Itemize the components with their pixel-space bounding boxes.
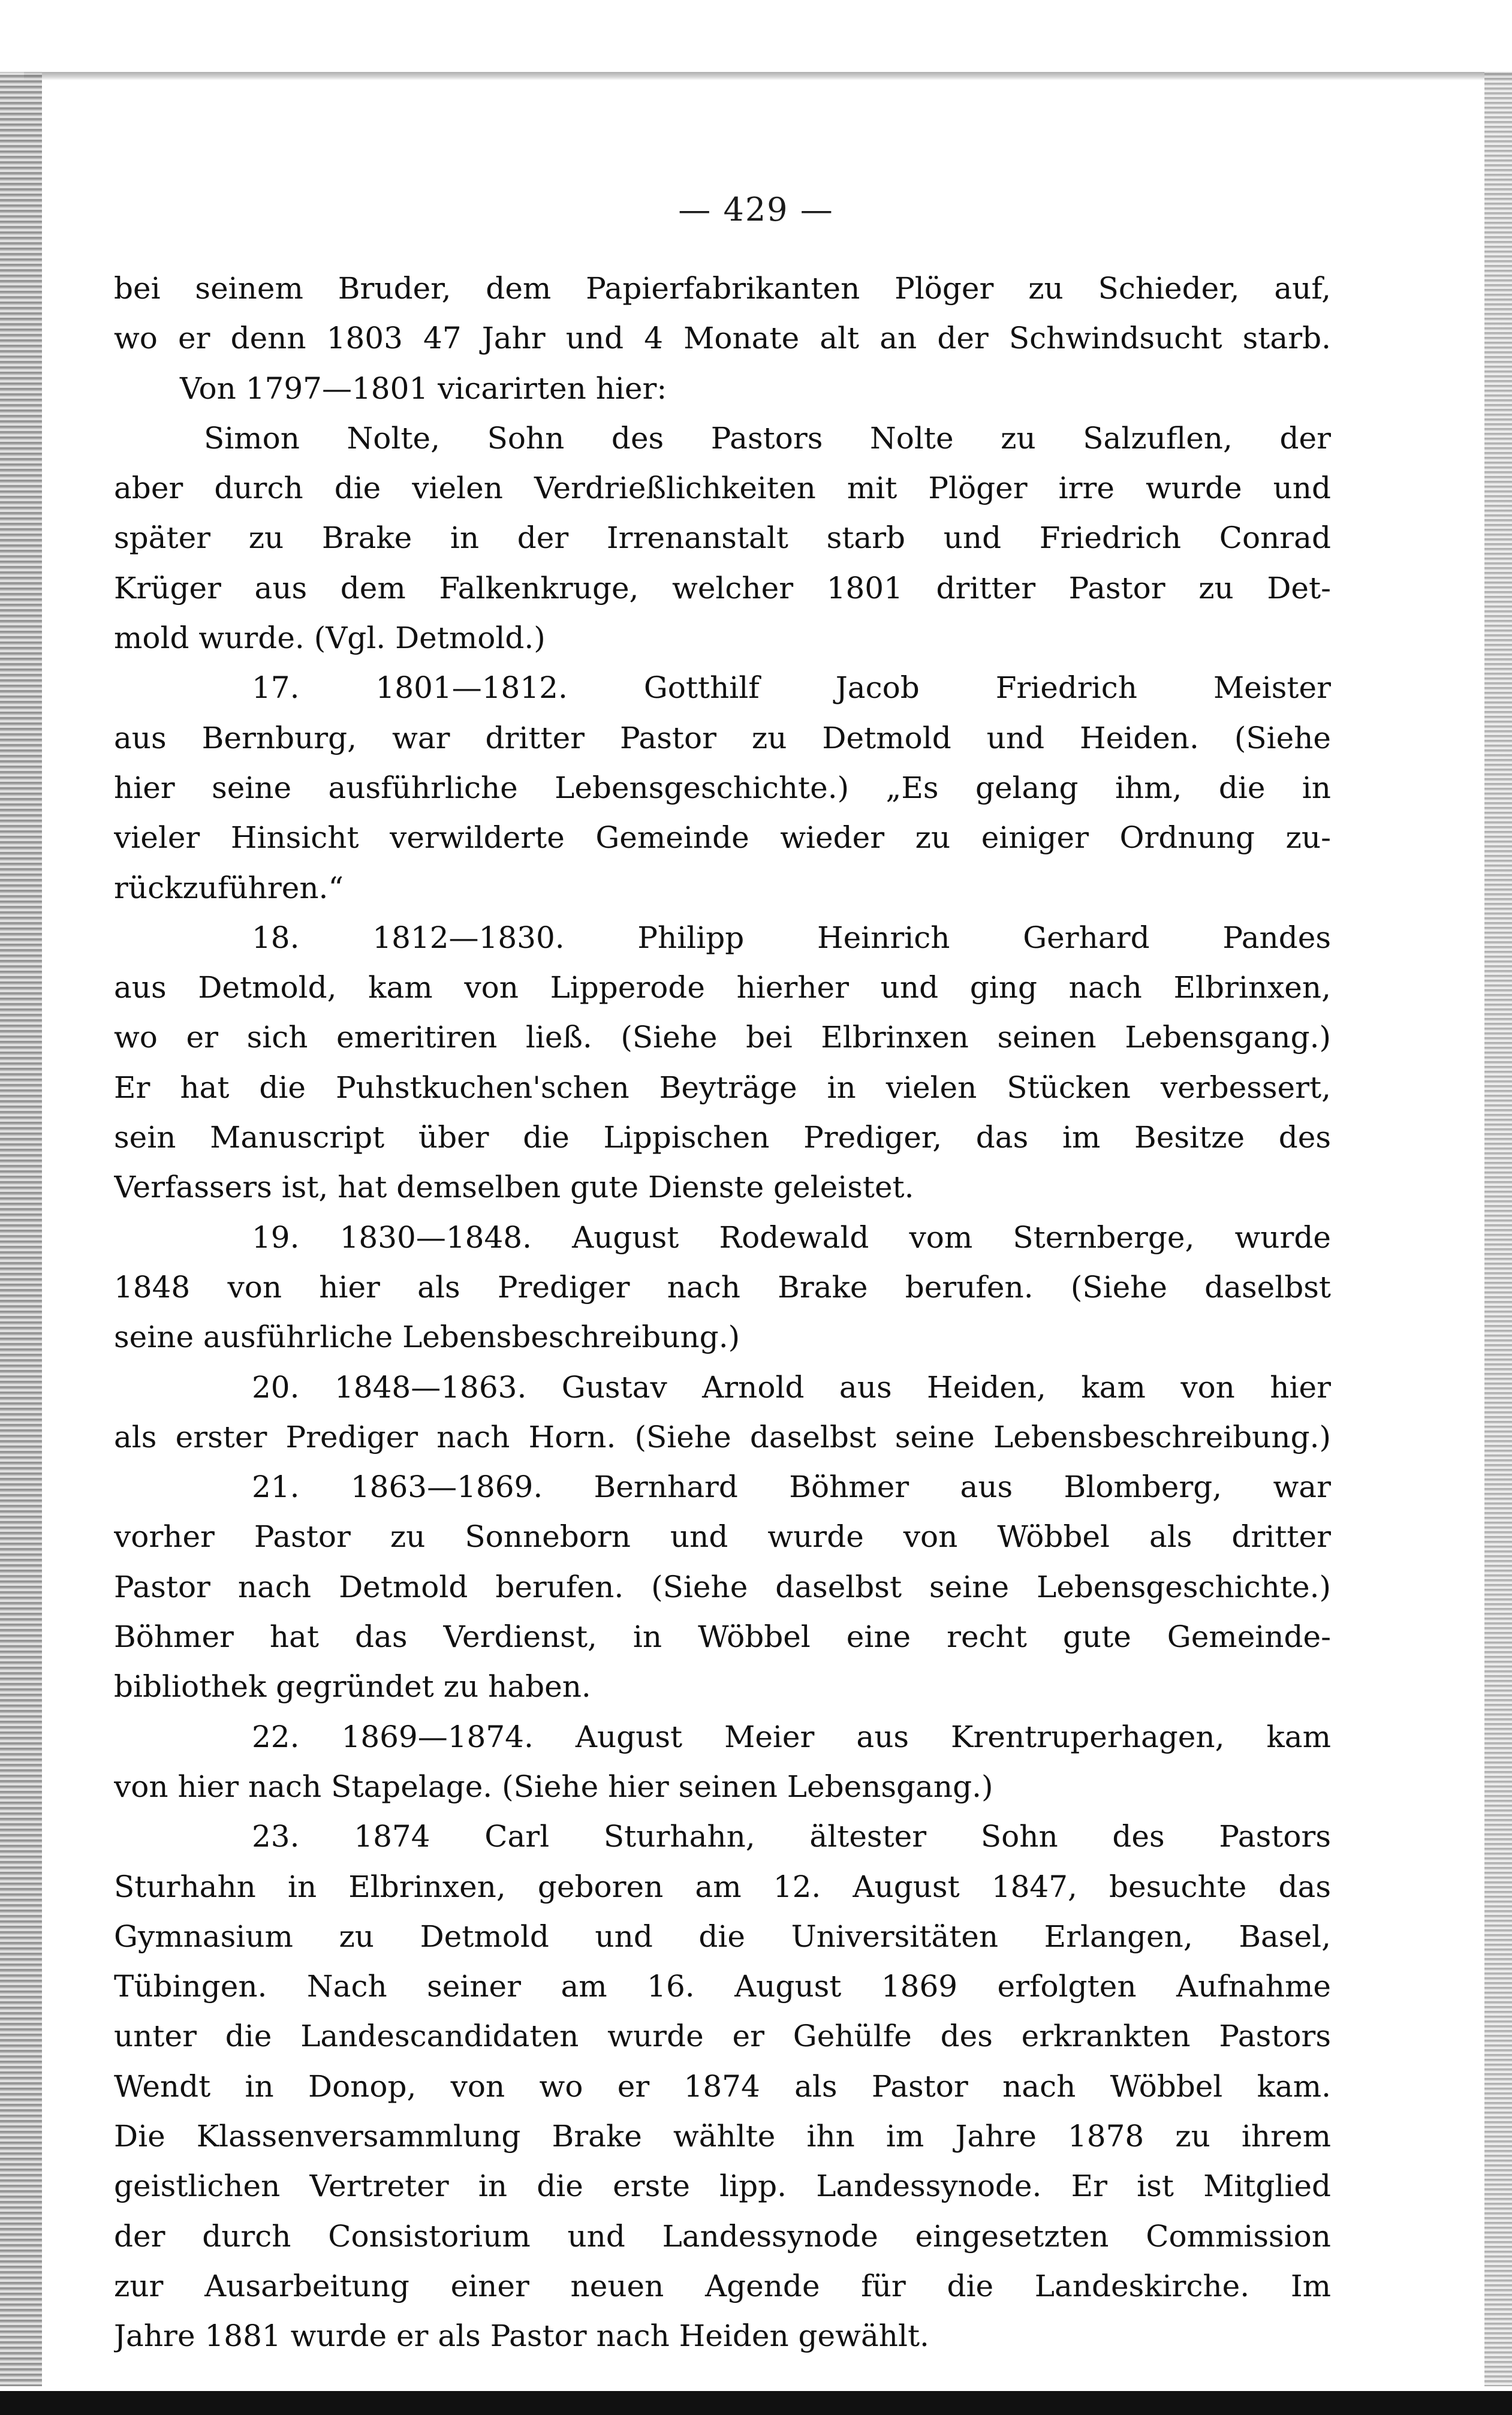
text-line: Die Klassenversammlung Brake wählte ihn im Jahre 1878 zu ihrem <box>114 2118 1331 2154</box>
text-line: Pastor nach Detmold berufen. (Siehe daselbst seine Lebensgeschichte.) <box>114 1569 1331 1604</box>
text-line: 19. 1830—1848. August Rodewald vom Sternberge, wurde <box>252 1219 1331 1255</box>
text-line: bei seinem Bruder, dem Papierfabrikanten Plöger zu Schieder, auf, <box>114 271 1331 306</box>
text-line: geistlichen Vertreter in die erste lipp. Landessynode. Er ist Mitglied <box>114 2169 1331 2204</box>
body-text <box>114 264 1331 2361</box>
text-line: Sturhahn in Elbrinxen, geboren am 12. August 1847, besuchte das <box>114 1869 1331 1904</box>
text-line: Gymnasium zu Detmold und die Universitäten Erlangen, Basel, <box>114 1919 1331 1954</box>
top-scan-rule <box>24 72 1512 80</box>
text-line: 21. 1863—1869. Bernhard Böhmer aus Blomberg, war <box>252 1470 1331 1505</box>
bottom-scan-bar <box>0 2391 1512 2415</box>
text-line: rückzuführen.“ <box>114 870 344 905</box>
text-line: mold wurde. (Vgl. Detmold.) <box>114 621 546 656</box>
page-number: — 429 — <box>678 191 834 228</box>
text-line: wo er denn 1803 47 Jahr und 4 Monate alt an der Schwindsucht starb. <box>114 321 1331 356</box>
text-line: 22. 1869—1874. August Meier aus Krentruperhagen, kam <box>252 1719 1331 1754</box>
text-line: Jahre 1881 wurde er als Pastor nach Heiden gewählt. <box>114 2318 929 2354</box>
text-line: 18. 1812—1830. Philipp Heinrich Gerhard Pandes <box>252 920 1331 955</box>
text-line: Simon Nolte, Sohn des Pastors Nolte zu Salzuflen, der <box>204 420 1331 456</box>
text-line: unter die Landescandidaten wurde er Gehülfe des erkrankten Pastors <box>114 2019 1331 2054</box>
text-line: Tübingen. Nach seiner am 16. August 1869 erfolgten Aufnahme <box>114 1969 1331 2004</box>
text-line: Böhmer hat das Verdienst, in Wöbbel eine recht gute Gemeinde- <box>114 1619 1331 1655</box>
text-line: seine ausführliche Lebensbeschreibung.) <box>114 1320 740 1355</box>
text-line: von hier nach Stapelage. (Siehe hier seinen Lebensgang.) <box>114 1769 993 1804</box>
text-line: 20. 1848—1863. Gustav Arnold aus Heiden, kam von hier <box>252 1369 1331 1405</box>
left-scan-edge <box>0 72 42 2386</box>
text-line: Er hat die Puhstkuchen'schen Beyträge in vielen Stücken verbessert, <box>114 1070 1331 1105</box>
text-line: der durch Consistorium und Landessynode eingesetzten Commission <box>114 2218 1331 2254</box>
text-line: Verfassers ist, hat demselben gute Dienste geleistet. <box>114 1170 914 1205</box>
text-line: aus Detmold, kam von Lipperode hierher und ging nach Elbrinxen, <box>114 970 1331 1005</box>
text-line: zur Ausarbeitung einer neuen Agende für die Landeskirche. Im <box>114 2268 1331 2303</box>
text-line: vieler Hinsicht verwilderte Gemeinde wieder zu einiger Ordnung zu- <box>114 820 1331 856</box>
right-scan-edge <box>1484 72 1512 2386</box>
text-line: 23. 1874 Carl Sturhahn, ältester Sohn des Pastors <box>252 1819 1331 1854</box>
text-line: Krüger aus dem Falkenkruge, welcher 1801 dritter Pastor zu Det- <box>114 570 1331 606</box>
text-line: Wendt in Donop, von wo er 1874 als Pastor nach Wöbbel kam. <box>114 2068 1331 2104</box>
text-line: 17. 1801—1812. Gotthilf Jacob Friedrich Meister <box>252 670 1331 706</box>
text-line: Von 1797—1801 vicarirten hier: <box>180 371 667 406</box>
text-line: vorher Pastor zu Sonneborn und wurde von Wöbbel als dritter <box>114 1519 1331 1555</box>
text-line: aus Bernburg, war dritter Pastor zu Detmold und Heiden. (Siehe <box>114 720 1331 755</box>
text-line: 1848 von hier als Prediger nach Brake berufen. (Siehe daselbst <box>114 1269 1331 1305</box>
text-line: wo er sich emeritiren ließ. (Siehe bei Elbrinxen seinen Lebensgang.) <box>114 1020 1331 1055</box>
text-line: als erster Prediger nach Horn. (Siehe daselbst seine Lebensbeschreibung.) <box>114 1419 1331 1455</box>
text-line: aber durch die vielen Verdrießlichkeiten mit Plöger irre wurde und <box>114 471 1331 506</box>
text-line: bibliothek gegründet zu haben. <box>114 1669 591 1705</box>
text-line: sein Manuscript über die Lippischen Prediger, das im Besitze des <box>114 1120 1331 1155</box>
text-line: später zu Brake in der Irrenanstalt starb und Friedrich Conrad <box>114 520 1331 556</box>
text-line: hier seine ausführliche Lebensgeschichte.) „Es gelang ihm, die in <box>114 770 1331 805</box>
